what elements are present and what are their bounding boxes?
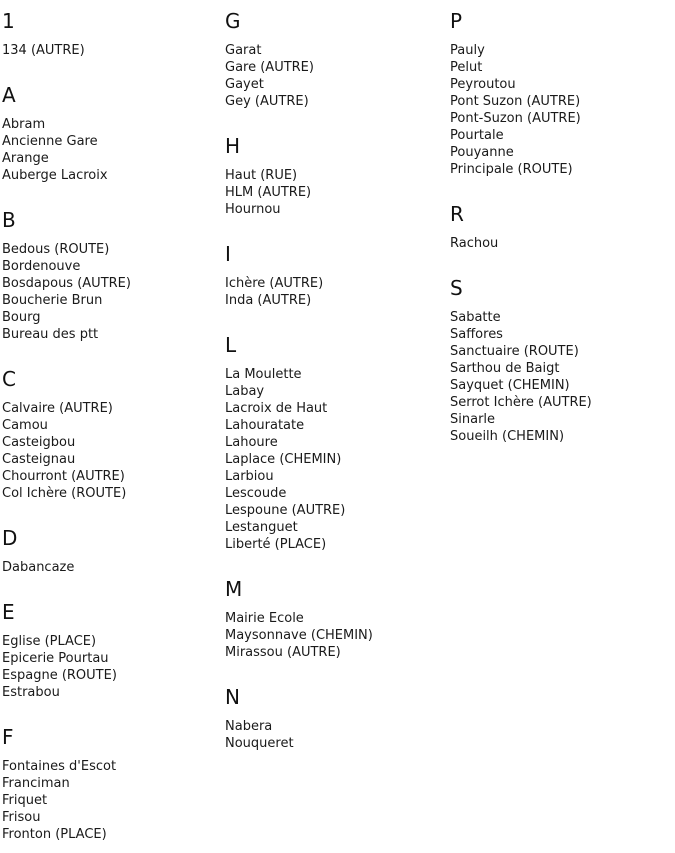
index-section-f: [2, 726, 225, 843]
street-entry[interactable]: Ichère (AUTRE): [225, 276, 324, 291]
section-letter-heading: M: [225, 577, 243, 601]
street-entry-list: [2, 241, 225, 343]
index-section-c: [2, 368, 225, 502]
street-entry[interactable]: Friquet: [2, 793, 48, 808]
street-entry[interactable]: Auberge Lacroix: [2, 168, 108, 183]
section-letter-heading: I: [225, 242, 231, 266]
street-entry[interactable]: Abram: [2, 117, 46, 132]
street-entry[interactable]: Hournou: [225, 202, 281, 217]
street-entry-list: [2, 559, 225, 576]
street-entry[interactable]: Principale (ROUTE): [450, 162, 573, 177]
section-letter-heading: R: [450, 202, 464, 226]
street-entry[interactable]: Ancienne Gare: [2, 134, 98, 149]
street-entry[interactable]: Dabancaze: [2, 560, 75, 575]
section-letter-heading: B: [2, 208, 16, 232]
street-entry-list: [2, 633, 225, 701]
index-section-n: [225, 686, 450, 752]
section-letter-heading: N: [225, 685, 240, 709]
street-entry[interactable]: Arange: [2, 151, 49, 166]
street-entry[interactable]: Liberté (PLACE): [225, 537, 327, 552]
street-entry[interactable]: Bureau des ptt: [2, 327, 99, 342]
street-entry[interactable]: Lescoude: [225, 486, 287, 501]
street-entry-list: [225, 366, 450, 553]
index-column-3: [450, 10, 675, 445]
street-entry[interactable]: Pouyanne: [450, 145, 514, 160]
street-entry[interactable]: Saffores: [450, 327, 503, 342]
section-letter-heading: C: [2, 367, 16, 391]
street-entry[interactable]: Pauly: [450, 43, 485, 58]
street-entry-list: [225, 42, 450, 110]
index-section-l: [225, 334, 450, 553]
street-entry[interactable]: Lahoure: [225, 435, 278, 450]
street-entry[interactable]: Casteigbou: [2, 435, 76, 450]
street-entry[interactable]: Sanctuaire (ROUTE): [450, 344, 579, 359]
section-letter-heading: A: [2, 83, 16, 107]
index-section-a: [2, 84, 225, 184]
section-letter-heading: S: [450, 276, 463, 300]
index-section-g: [225, 10, 450, 110]
street-entry[interactable]: Sayquet (CHEMIN): [450, 378, 570, 393]
street-entry[interactable]: Col Ichère (ROUTE): [2, 486, 127, 501]
street-entry[interactable]: Bourg: [2, 310, 41, 325]
street-entry[interactable]: Lahouratate: [225, 418, 305, 433]
street-entry[interactable]: Camou: [2, 418, 48, 433]
street-entry[interactable]: Mirassou (AUTRE): [225, 645, 341, 660]
street-entry[interactable]: Gayet: [225, 77, 264, 92]
street-entry[interactable]: Pourtale: [450, 128, 504, 143]
index-section-i: [225, 243, 450, 309]
street-entry[interactable]: Casteignau: [2, 452, 76, 467]
index-section-r: [450, 203, 675, 252]
street-entry[interactable]: Mairie Ecole: [225, 611, 304, 626]
street-entry[interactable]: Inda (AUTRE): [225, 293, 312, 308]
street-entry-list: [2, 758, 225, 843]
street-entry[interactable]: Bedous (ROUTE): [2, 242, 110, 257]
section-letter-heading: P: [450, 9, 463, 33]
street-entry-list: [450, 235, 675, 252]
section-letter-heading: G: [225, 9, 241, 33]
street-entry[interactable]: Fontaines d'Escot: [2, 759, 117, 774]
street-entry[interactable]: Nabera: [225, 719, 273, 734]
index-section-d: [2, 527, 225, 576]
street-entry-list: [2, 400, 225, 502]
street-entry[interactable]: Sabatte: [450, 310, 501, 325]
street-entry-list: [225, 167, 450, 218]
street-entry[interactable]: Peyroutou: [450, 77, 516, 92]
section-letter-heading: F: [2, 725, 14, 749]
street-entry-list: [225, 275, 450, 309]
index-section-s: [450, 277, 675, 445]
street-entry[interactable]: Pont-Suzon (AUTRE): [450, 111, 581, 126]
street-entry[interactable]: Maysonnave (CHEMIN): [225, 628, 373, 643]
section-letter-heading: E: [2, 600, 15, 624]
street-entry-list: [450, 309, 675, 445]
street-entry[interactable]: Chourront (AUTRE): [2, 469, 125, 484]
street-entry[interactable]: Garat: [225, 43, 262, 58]
section-letter-heading: 1: [2, 9, 15, 33]
index-section-e: [2, 601, 225, 701]
street-entry[interactable]: Bordenouve: [2, 259, 81, 274]
street-entry[interactable]: Pont Suzon (AUTRE): [450, 94, 581, 109]
section-letter-heading: L: [225, 333, 237, 357]
street-entry[interactable]: Estrabou: [2, 685, 60, 700]
street-entry[interactable]: Sinarle: [450, 412, 496, 427]
street-entry[interactable]: Eglise (PLACE): [2, 634, 97, 649]
street-entry-list: [2, 42, 225, 59]
street-entry[interactable]: Labay: [225, 384, 265, 399]
street-entry[interactable]: Bosdapous (AUTRE): [2, 276, 131, 291]
street-entry[interactable]: Lestanguet: [225, 520, 298, 535]
index-column-1: [2, 10, 225, 843]
street-entry[interactable]: Haut (RUE): [225, 168, 298, 183]
street-entry[interactable]: Franciman: [2, 776, 70, 791]
street-entry[interactable]: Serrot Ichère (AUTRE): [450, 395, 592, 410]
street-entry[interactable]: Larbiou: [225, 469, 274, 484]
street-entry[interactable]: Lespoune (AUTRE): [225, 503, 346, 518]
street-entry[interactable]: Sarthou de Baigt: [450, 361, 560, 376]
street-entry-list: [450, 42, 675, 178]
index-section-m: [225, 578, 450, 661]
street-entry-list: [225, 718, 450, 752]
street-entry[interactable]: Laplace (CHEMIN): [225, 452, 342, 467]
index-column-2: [225, 10, 450, 752]
street-entry[interactable]: 134 (AUTRE): [2, 43, 85, 58]
street-entry[interactable]: Frisou: [2, 810, 41, 825]
section-letter-heading: D: [2, 526, 18, 550]
index-section-b: [2, 209, 225, 343]
street-entry[interactable]: Pelut: [450, 60, 483, 75]
street-entry[interactable]: Soueilh (CHEMIN): [450, 429, 565, 444]
street-entry[interactable]: Boucherie Brun: [2, 293, 103, 308]
street-entry[interactable]: Espagne (ROUTE): [2, 668, 117, 683]
index-section-p: [450, 10, 675, 178]
street-entry[interactable]: Gey (AUTRE): [225, 94, 309, 109]
street-entry[interactable]: Lacroix de Haut: [225, 401, 328, 416]
street-entry[interactable]: HLM (AUTRE): [225, 185, 312, 200]
street-entry-list: [2, 116, 225, 184]
street-entry[interactable]: Nouqueret: [225, 736, 294, 751]
index-section-h: [225, 135, 450, 218]
street-entry-list: [225, 610, 450, 661]
index-section-1: [2, 10, 225, 59]
section-letter-heading: H: [225, 134, 241, 158]
street-entry[interactable]: Calvaire (AUTRE): [2, 401, 113, 416]
street-entry[interactable]: Epicerie Pourtau: [2, 651, 109, 666]
street-entry[interactable]: Rachou: [450, 236, 499, 251]
street-entry[interactable]: Fronton (PLACE): [2, 827, 107, 842]
street-entry[interactable]: Gare (AUTRE): [225, 60, 314, 75]
street-entry[interactable]: La Moulette: [225, 367, 302, 382]
